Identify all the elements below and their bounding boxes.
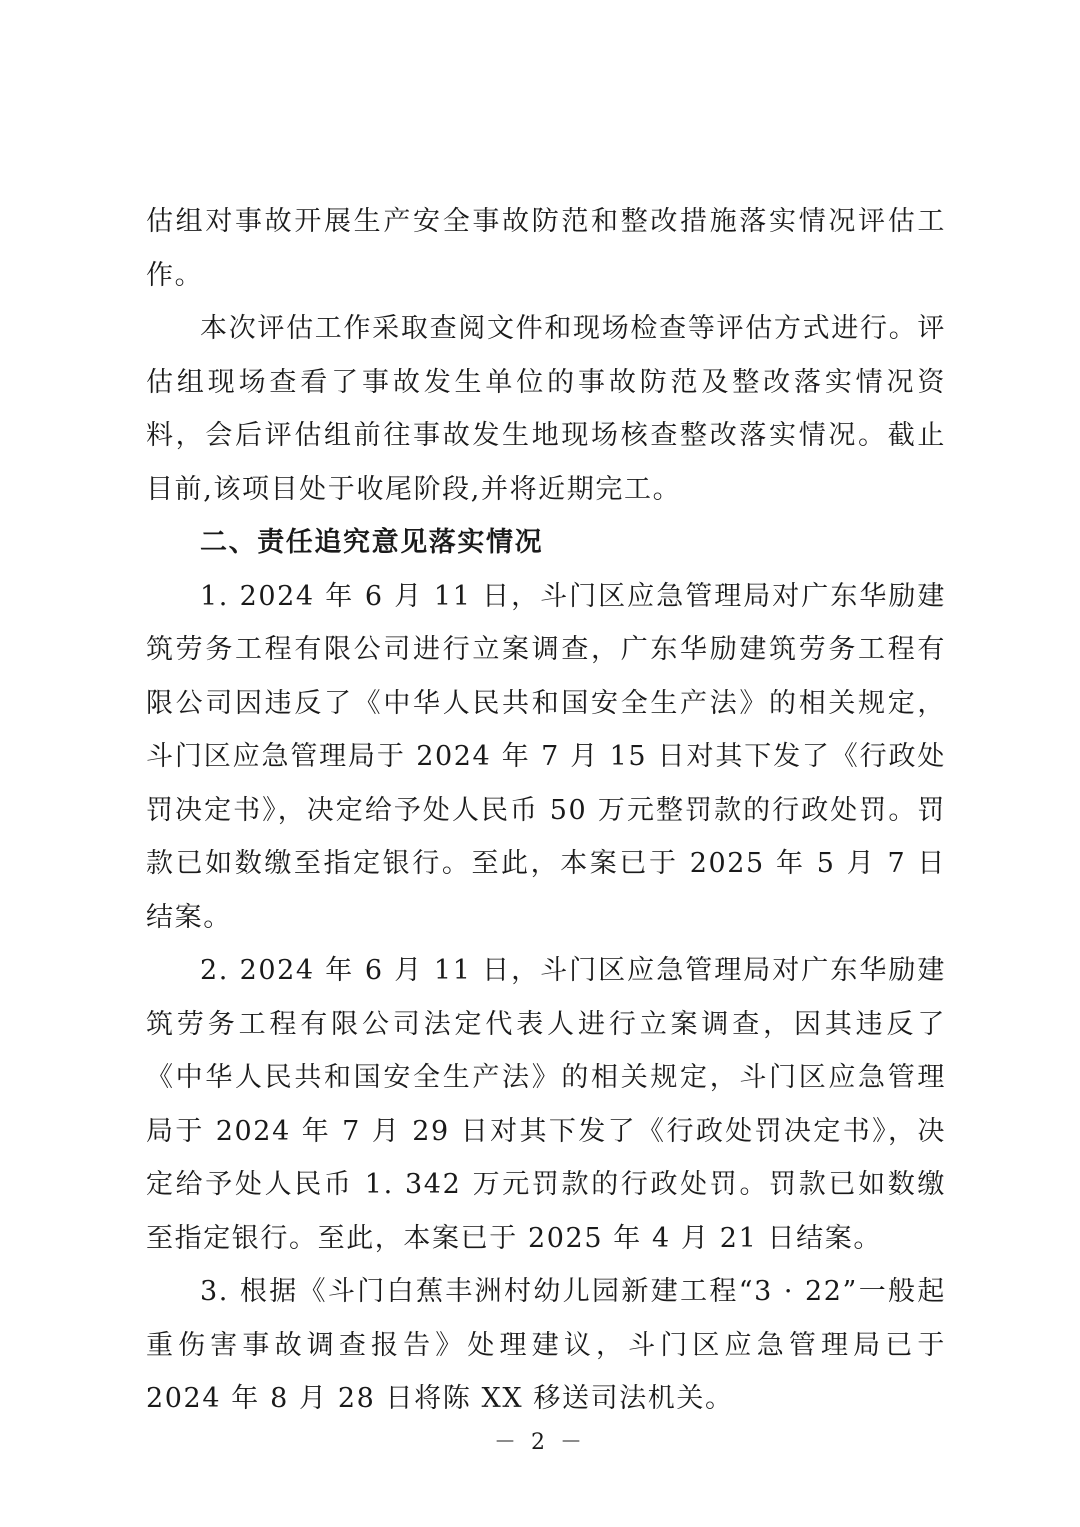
paragraph-continued: 估组对事故开展生产安全事故防范和整改措施落实情况评估工作。 — [146, 206, 946, 291]
paragraph-item-2: 2. 2024 年 6 月 11 日，斗门区应急管理局对广东华励建筑劳务工程有限公司法定代表人进行立案调查，因其违反了《中华人民共和国安全生产法》的相关规定，斗门区应急管理局于 2024 年 7 月 29 日对其下发了《行政处罚决定书》，决定给予处人民币 1. 342 万元罚款的行政处罚。罚款已如数缴至指定银行。至此，本案已于 2025 年 4 月 21 日结案。 — [146, 955, 946, 1254]
paragraph-evaluation-method: 本次评估工作采取查阅文件和现场检查等评估方式进行。评估组现场查看了事故发生单位的事故防范及整改落实情况资料，会后评估组前往事故发生地现场核查整改落实情况。截止目前,该项目处于收尾阶段,并将近期完工。 — [146, 313, 946, 505]
page-number: － 2 － — [494, 1430, 586, 1455]
section-heading: 二、责任追究意见落实情况 — [200, 527, 544, 558]
paragraph-item-3: 3. 根据《斗门白蕉丰洲村幼儿园新建工程“3 · 22”一般起重伤害事故调查报告》处理建议，斗门区应急管理局已于 2024 年 8 月 28 日将陈 XX 移送司法机关。 — [146, 1276, 946, 1414]
paragraph-item-1: 1. 2024 年 6 月 11 日，斗门区应急管理局对广东华励建筑劳务工程有限公司进行立案调查，广东华励建筑劳务工程有限公司因违反了《中华人民共和国安全生产法》的相关规定，斗门区应急管理局于 2024 年 7 月 15 日对其下发了《行政处罚决定书》，决定给予处人民币 50 万元整罚款的行政处罚。罚款已如数缴至指定银行。至此，本案已于 2025 年 5 月 7 日结案。 — [146, 580, 946, 933]
document-body — [146, 195, 946, 1426]
